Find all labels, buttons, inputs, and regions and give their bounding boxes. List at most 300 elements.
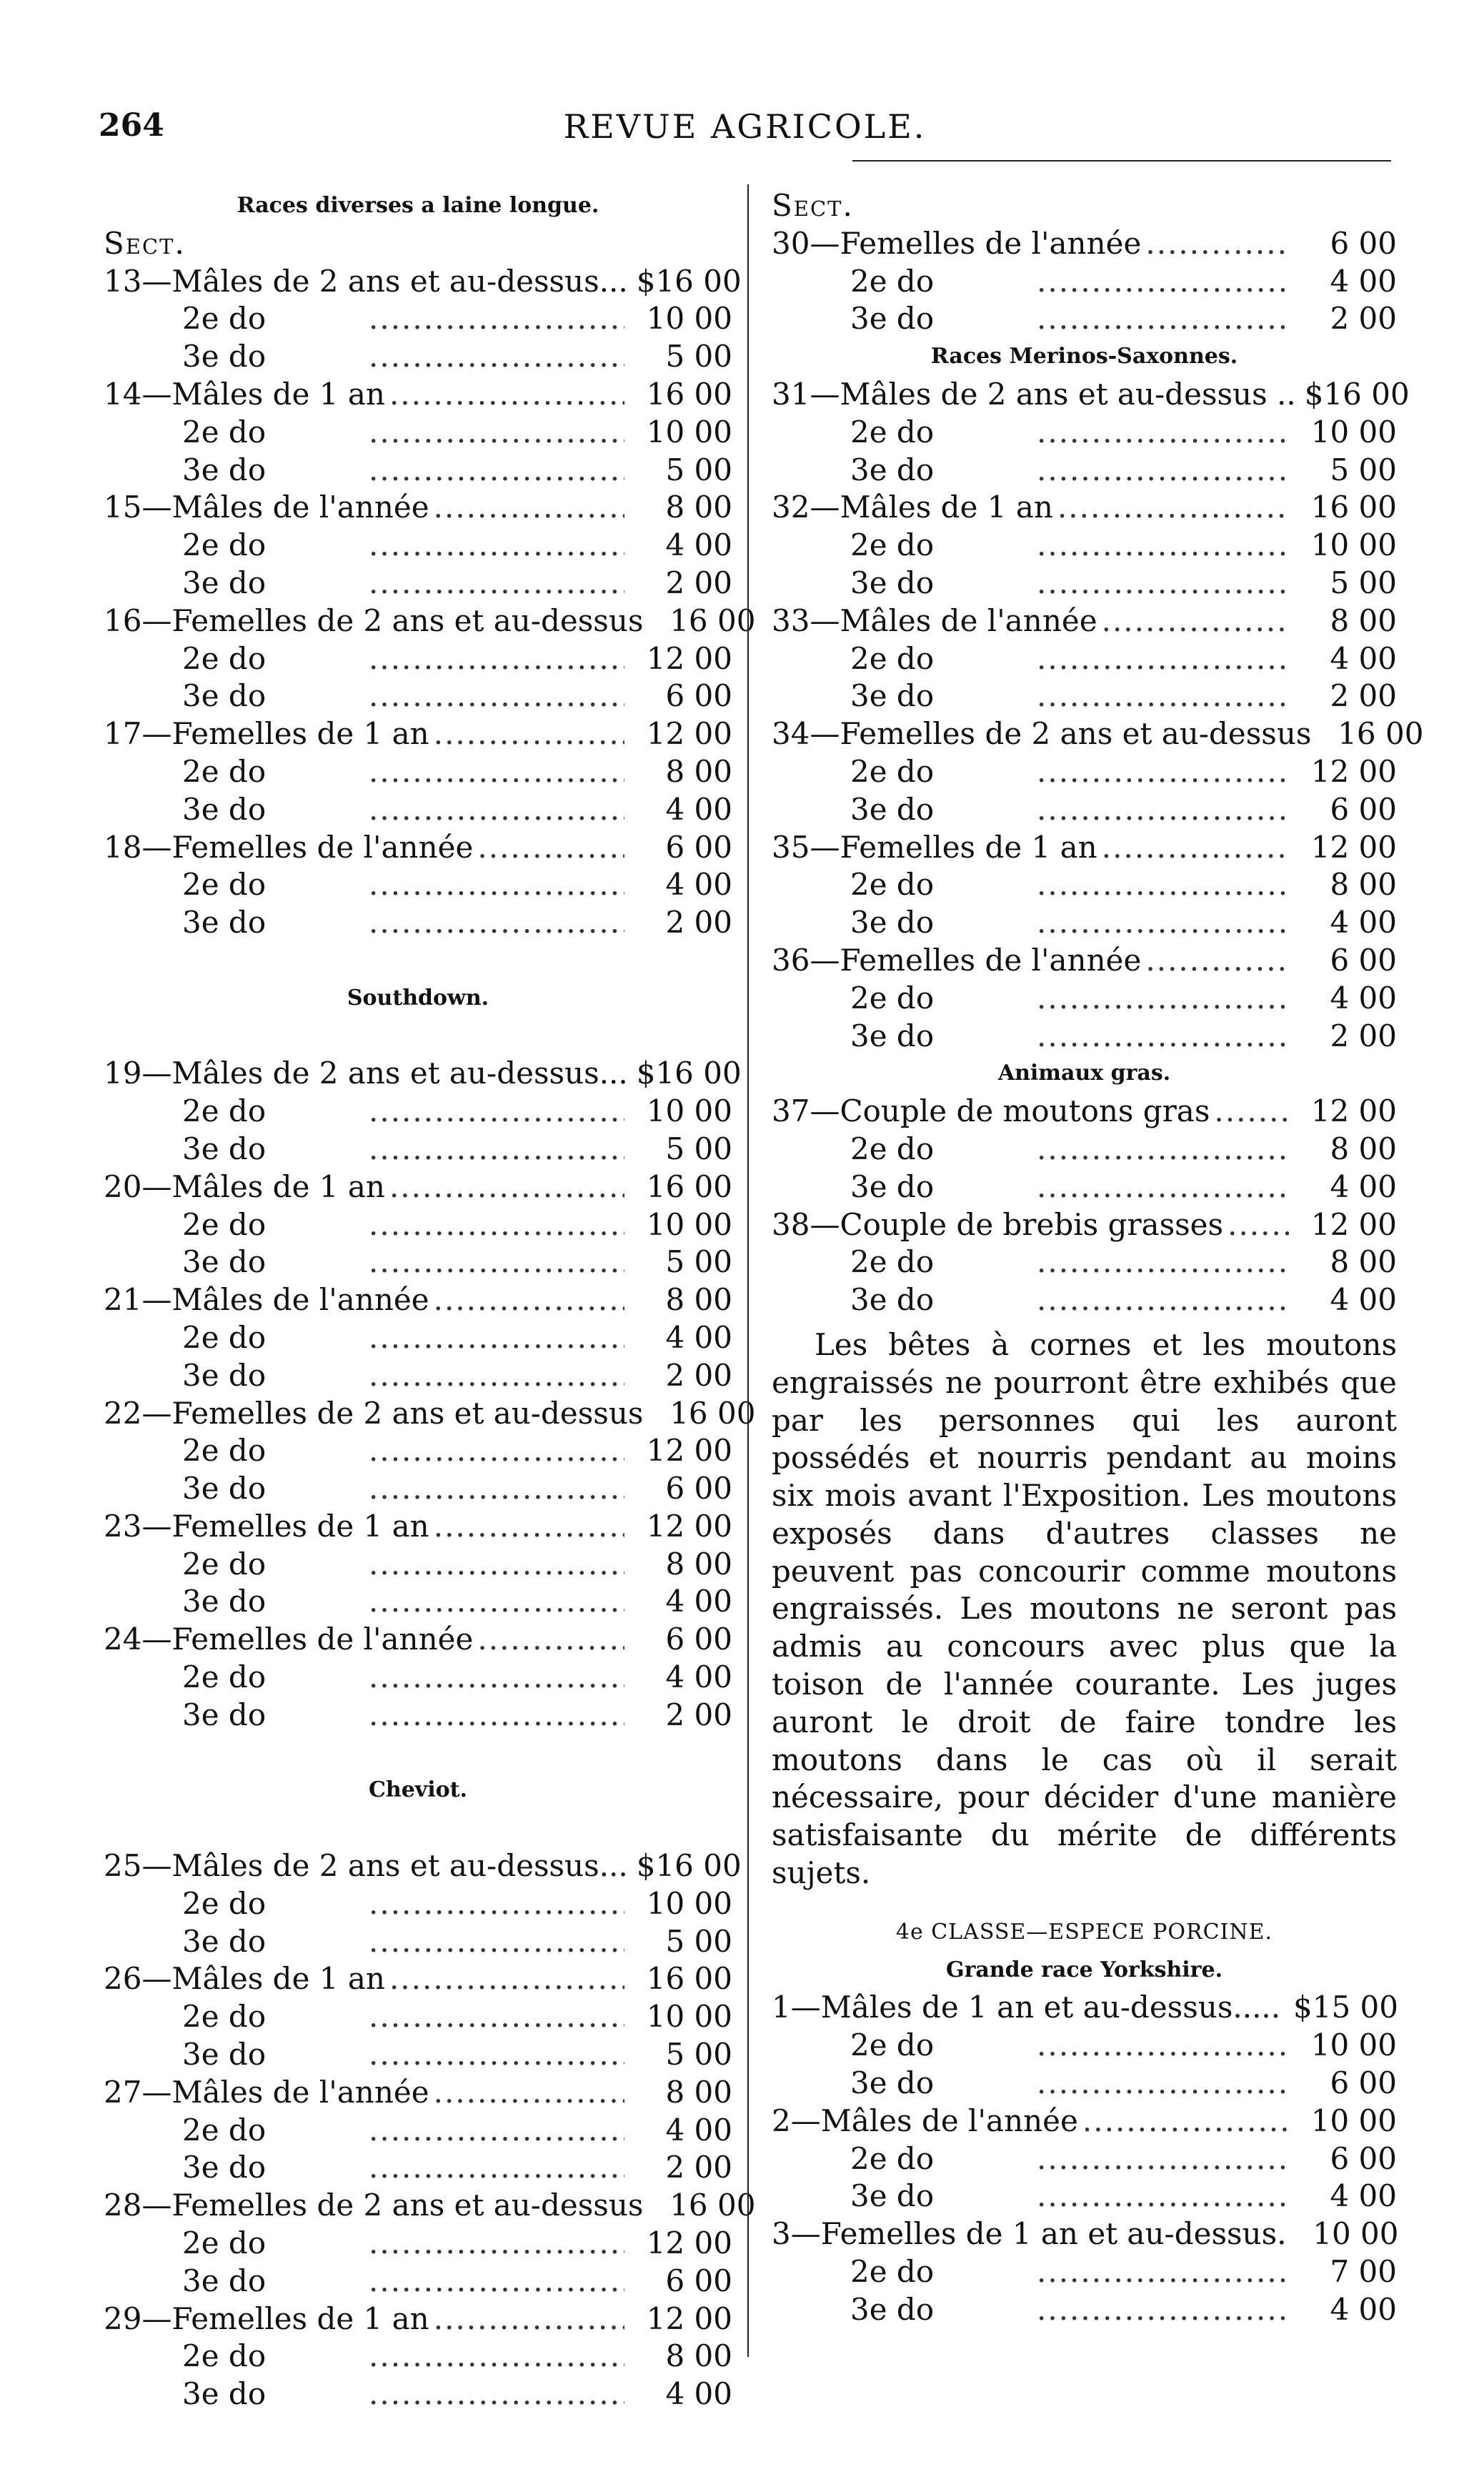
prize-label: 3e do	[850, 791, 935, 827]
prize-amount: 6 00	[665, 829, 732, 865]
prize-label: 37—Couple de moutons gras	[772, 1093, 1210, 1129]
dot-leader	[434, 1281, 624, 1319]
prize-row	[104, 602, 756, 640]
prize-amount: 4 00	[665, 1584, 732, 1619]
prize-label: 3e do	[850, 1168, 935, 1204]
prize-amount: 4 00	[1330, 905, 1397, 940]
prize-label: 3e do	[850, 1018, 935, 1053]
prize-label: 2e do	[182, 2112, 267, 2148]
prize-amount: 4 00	[1330, 263, 1397, 299]
prize-amount: 4 00	[1330, 1168, 1397, 1204]
prize-label: 1—Mâles de 1 an et au-dessus.....	[772, 1990, 1281, 2025]
dot-leader	[369, 1885, 624, 1923]
prize-row	[772, 1093, 1397, 1131]
sect-label: Sect.	[104, 225, 186, 261]
dot-leader	[1037, 791, 1289, 829]
prize-label: 30—Femelles de l'année	[772, 225, 1142, 261]
prize-row	[104, 1998, 732, 2036]
prize-row	[104, 263, 742, 301]
prize-label: 3e do	[182, 1697, 267, 1732]
dot-leader	[1037, 2140, 1289, 2178]
prize-row	[104, 1659, 732, 1697]
dot-leader	[389, 1960, 624, 1998]
prize-row	[104, 2112, 732, 2150]
prize-amount: 16 00	[669, 602, 756, 638]
prize-row	[772, 2253, 1397, 2291]
prize-label: 36—Femelles de l'année	[772, 942, 1142, 978]
dot-leader	[434, 1508, 624, 1546]
prize-label: 33—Mâles de l'année	[772, 602, 1097, 638]
dot-leader	[1145, 942, 1289, 980]
prize-row	[104, 1055, 742, 1093]
dot-leader	[369, 414, 624, 452]
prize-label: 14—Mâles de 1 an	[104, 376, 385, 412]
dot-leader	[369, 2338, 624, 2376]
prize-row	[104, 753, 732, 791]
dot-leader	[369, 1357, 624, 1395]
dot-leader	[369, 2263, 624, 2300]
prize-row	[104, 2074, 732, 2112]
dot-leader	[369, 2036, 624, 2074]
prize-amount: 10 00	[646, 301, 732, 337]
dot-leader	[1037, 414, 1289, 452]
prize-row	[104, 1395, 756, 1433]
prize-label: 3e do	[850, 301, 935, 337]
dot-leader	[1037, 452, 1289, 490]
prize-amount: 8 00	[665, 490, 732, 525]
prize-label: 2e do	[850, 527, 935, 563]
prize-label: 27—Mâles de l'année	[104, 2074, 429, 2110]
prize-row	[772, 904, 1397, 942]
prize-amount: 16 00	[669, 1395, 756, 1431]
prize-row	[104, 452, 732, 490]
prize-label: 2e do	[182, 2225, 267, 2261]
prize-label: 3e do	[182, 1131, 267, 1166]
prize-amount: $16 00	[636, 1056, 742, 1091]
prize-row	[104, 1131, 732, 1168]
dot-leader	[434, 2300, 624, 2338]
dot-leader	[369, 1583, 624, 1621]
prize-row	[772, 2215, 1397, 2253]
prize-label: 31—Mâles de 2 ans et au-dessus ..	[772, 376, 1296, 412]
prize-label: 3e do	[850, 905, 935, 940]
dot-leader	[477, 829, 624, 867]
prize-row	[772, 640, 1397, 678]
prize-row	[104, 1093, 732, 1131]
prize-amount: 12 00	[1310, 1093, 1397, 1129]
prize-amount: 10 00	[1310, 414, 1397, 450]
prize-row	[772, 263, 1397, 301]
prize-amount: 4 00	[1330, 980, 1397, 1016]
dot-leader	[369, 565, 624, 602]
prize-amount: 5 00	[665, 2037, 732, 2073]
prize-row	[104, 414, 732, 452]
prize-amount: 16 00	[646, 1168, 732, 1204]
prize-label: 3e do	[182, 1923, 267, 1959]
dot-leader	[369, 1093, 624, 1131]
prize-label: 2e do	[850, 1131, 935, 1166]
dot-leader	[369, 677, 624, 715]
prize-amount: 2 00	[665, 565, 732, 600]
prize-row	[772, 452, 1397, 490]
prize-amount: 10 00	[1310, 2103, 1397, 2138]
prize-amount: $15 00	[1293, 1990, 1398, 2025]
prize-row	[772, 1244, 1397, 1281]
dot-leader	[434, 2074, 624, 2112]
prize-label: 3e do	[850, 1282, 935, 1318]
prize-row	[772, 602, 1397, 640]
dot-leader	[369, 300, 624, 338]
prize-amount: 8 00	[1330, 867, 1397, 903]
prize-label: 2e do	[182, 867, 267, 903]
prize-row	[772, 791, 1397, 829]
prize-row	[104, 715, 732, 753]
prize-label: 15—Mâles de l'année	[104, 490, 429, 525]
dot-leader	[369, 1546, 624, 1584]
prize-row	[104, 1470, 732, 1508]
prize-label: 2e do	[850, 753, 935, 789]
prize-label: 2e do	[850, 414, 935, 450]
prize-amount: 16 00	[1310, 490, 1397, 525]
prize-amount: 16 00	[646, 376, 732, 412]
prize-row	[104, 489, 732, 527]
prize-amount: 4 00	[665, 867, 732, 903]
right-column	[772, 187, 1424, 2329]
dot-leader	[1082, 2103, 1289, 2140]
dot-leader	[1037, 300, 1289, 338]
rules-paragraph: Les bêtes à cornes et les moutons engraissés ne pourront être exhibés que par les personnes qui les auront possédés et nourris pendant au moins six mois avant l'Exposition. Les moutons exposés dans d'autres classes ne peuvent pas concourir comme moutons engraissés. Les moutons ne seront pas admis au concours avec plus que la toison de l'année courante. Les juges auront le droit de faire tondre les moutons dans le cas où il serait nécessaire, pour décider d'une manière satisfaisante du mérite de différents sujets.	[772, 1326, 1397, 1891]
prize-label: 3e do	[182, 1471, 267, 1506]
dot-leader	[369, 1998, 624, 2036]
dot-leader	[1037, 565, 1289, 602]
prize-label: 2e do	[850, 1244, 935, 1280]
prize-row	[104, 1621, 732, 1659]
prize-row	[772, 677, 1397, 715]
prize-row	[104, 376, 732, 414]
prize-row	[772, 225, 1397, 263]
sect-label: Sect.	[772, 188, 854, 223]
dot-leader	[369, 527, 624, 565]
dot-leader	[434, 489, 624, 527]
prize-label: 21—Mâles de l'année	[104, 1282, 429, 1318]
prize-amount: 4 00	[1330, 1282, 1397, 1318]
prize-amount: 10 00	[1313, 2216, 1399, 2252]
dot-leader	[369, 791, 624, 829]
prize-amount: 6 00	[1330, 791, 1397, 827]
prize-label: 2e do	[182, 1999, 267, 2035]
prize-label: 2e do	[182, 640, 267, 676]
prize-label: 2e do	[182, 1659, 267, 1695]
prize-label: 3e do	[850, 2178, 935, 2214]
dot-leader	[1214, 1093, 1289, 1131]
prize-amount: 5 00	[665, 339, 732, 374]
prize-amount: 8 00	[665, 2074, 732, 2110]
spacer	[104, 1810, 732, 1847]
dot-leader	[1227, 1206, 1289, 1244]
header-rule	[852, 160, 1391, 162]
prize-amount: 6 00	[1330, 2140, 1397, 2176]
dot-leader	[369, 1131, 624, 1168]
dot-leader	[434, 715, 624, 753]
prize-row	[104, 1206, 732, 1244]
prize-amount: 10 00	[646, 1885, 732, 1921]
dot-leader	[1037, 753, 1289, 791]
prize-amount: 12 00	[1310, 1206, 1397, 1242]
prize-amount: 5 00	[665, 1923, 732, 1959]
prize-amount: 8 00	[1330, 602, 1397, 638]
prize-label: 2e do	[182, 2338, 267, 2374]
prize-row	[772, 414, 1397, 452]
prize-label: 2e do	[182, 1885, 267, 1921]
prize-amount: 5 00	[665, 452, 732, 487]
prize-amount: 4 00	[665, 2376, 732, 2412]
dot-leader	[1102, 829, 1289, 867]
prize-row	[772, 866, 1397, 904]
prize-label: 2e do	[850, 2254, 935, 2290]
prize-amount: 6 00	[1330, 942, 1397, 978]
prize-label: 19—Mâles de 2 ans et au-dessus...	[104, 1056, 628, 1091]
prize-amount: 10 00	[646, 1093, 732, 1129]
class-heading: 4e CLASSE—ESPECE PORCINE.	[895, 1919, 1273, 1945]
prize-amount: 4 00	[1330, 640, 1397, 676]
prize-label: 3e do	[182, 565, 267, 600]
prize-row	[772, 376, 1410, 414]
spacer	[104, 942, 732, 980]
dot-leader	[369, 904, 624, 942]
prize-amount: 8 00	[665, 1546, 732, 1582]
prize-amount: $16 00	[636, 1848, 742, 1884]
prize-amount: $16 00	[1304, 376, 1410, 412]
prize-row	[104, 1923, 732, 1961]
prize-row	[772, 527, 1397, 565]
prize-amount: 6 00	[1330, 2065, 1397, 2101]
prize-row	[104, 2225, 732, 2263]
prize-row	[772, 829, 1397, 867]
prize-amount: 12 00	[646, 2225, 732, 2261]
dot-leader	[1037, 2291, 1289, 2329]
prize-label: 3e do	[182, 339, 267, 374]
dot-leader	[369, 338, 624, 376]
prize-amount: 12 00	[646, 1508, 732, 1544]
prize-label: 3e do	[182, 2150, 267, 2185]
prize-amount: 2 00	[665, 1357, 732, 1393]
prize-row	[104, 2338, 732, 2376]
prize-row	[772, 980, 1397, 1018]
prize-amount: 4 00	[665, 2112, 732, 2148]
prize-amount: 4 00	[1330, 2178, 1397, 2214]
prize-amount: 6 00	[665, 2263, 732, 2298]
prize-label: 3e do	[182, 2376, 267, 2412]
prize-row	[104, 1432, 732, 1470]
prize-row	[104, 2376, 732, 2413]
page-header	[99, 107, 1391, 157]
prize-amount: 10 00	[1310, 2027, 1397, 2063]
prize-row	[104, 1546, 732, 1584]
prize-label: 3e do	[182, 1357, 267, 1393]
prize-amount: 12 00	[646, 640, 732, 676]
prize-label: 35—Femelles de 1 an	[772, 829, 1097, 865]
prize-row	[104, 1960, 732, 1998]
prize-amount: 12 00	[646, 716, 732, 752]
prize-label: 34—Femelles de 2 ans et au-dessus	[772, 716, 1312, 752]
page-number: 264	[99, 107, 164, 144]
prize-row	[104, 2149, 732, 2187]
prize-label: 3—Femelles de 1 an et au-dessus.	[772, 2216, 1287, 2252]
prize-label: 24—Femelles de l'année	[104, 1622, 474, 1657]
dot-leader	[1037, 904, 1289, 942]
prize-label: 2e do	[182, 1433, 267, 1469]
prize-amount: 10 00	[1310, 527, 1397, 563]
prize-row	[772, 2027, 1397, 2065]
prize-label: 2e do	[182, 1546, 267, 1582]
prize-row	[104, 1885, 732, 1923]
prize-amount: 2 00	[665, 2150, 732, 2185]
prize-label: 2e do	[182, 414, 267, 450]
dot-leader	[1037, 2253, 1289, 2291]
section-heading: Races diverses a laine longue.	[236, 193, 599, 218]
prize-label: 2e do	[182, 301, 267, 337]
dot-leader	[1037, 527, 1289, 565]
prize-row	[104, 640, 732, 678]
section-heading: Southdown.	[347, 985, 489, 1011]
prize-label: 3e do	[182, 452, 267, 487]
prize-row	[104, 866, 732, 904]
prize-amount: 16 00	[1338, 716, 1424, 752]
prize-amount: 2 00	[1330, 301, 1397, 337]
prize-amount: 5 00	[665, 1131, 732, 1166]
left-column	[104, 187, 756, 2413]
prize-label: 2e do	[850, 2140, 935, 2176]
prize-amount: 5 00	[1330, 452, 1397, 487]
prize-row	[104, 565, 732, 602]
prize-row	[104, 829, 732, 867]
prize-row	[772, 1281, 1397, 1319]
prize-row	[104, 300, 732, 338]
prize-amount: 4 00	[665, 1319, 732, 1355]
prize-label: 2e do	[850, 867, 935, 903]
dot-leader	[1037, 263, 1289, 301]
prize-label: 3e do	[182, 905, 267, 940]
section-heading: Races Merinos-Saxonnes.	[930, 344, 1238, 369]
prize-label: 2—Mâles de l'année	[772, 2103, 1078, 2138]
prize-label: 23—Femelles de 1 an	[104, 1508, 429, 1544]
prize-amount: 6 00	[665, 678, 732, 714]
prize-row	[104, 1508, 732, 1546]
prize-amount: 10 00	[646, 414, 732, 450]
prize-amount: 12 00	[1310, 829, 1397, 865]
prize-label: 2e do	[182, 1319, 267, 1355]
prize-row	[772, 2103, 1397, 2140]
prize-amount: 4 00	[1330, 2291, 1397, 2327]
prize-amount: 5 00	[1330, 565, 1397, 600]
prize-label: 3e do	[182, 2263, 267, 2298]
prize-amount: 2 00	[1330, 1018, 1397, 1053]
prize-row	[104, 527, 732, 565]
prize-amount: 12 00	[646, 1433, 732, 1469]
sub-heading: Grande race Yorkshire.	[945, 1957, 1223, 1982]
prize-row	[104, 2300, 732, 2338]
dot-leader	[1037, 1281, 1289, 1319]
prize-row	[104, 1847, 742, 1885]
prize-label: 3e do	[850, 2065, 935, 2101]
prize-amount: 4 00	[665, 1659, 732, 1695]
prize-amount: 8 00	[665, 753, 732, 789]
prize-row	[772, 2065, 1397, 2103]
dot-leader	[389, 1168, 624, 1206]
dot-leader	[389, 376, 624, 414]
prize-amount: 8 00	[665, 2338, 732, 2374]
prize-row	[772, 489, 1397, 527]
prize-row	[772, 2291, 1397, 2329]
prize-row	[772, 1018, 1397, 1056]
prize-label: 3e do	[850, 565, 935, 600]
prize-amount: 12 00	[1310, 753, 1397, 789]
dot-leader	[369, 1206, 624, 1244]
column-divider	[747, 184, 749, 2357]
dot-leader	[1037, 2178, 1289, 2215]
prize-amount: 10 00	[646, 1206, 732, 1242]
dot-leader	[369, 1432, 624, 1470]
prize-row	[772, 2140, 1397, 2178]
spacer	[104, 1018, 732, 1056]
prize-amount: 16 00	[669, 2188, 756, 2223]
prize-label: 16—Femelles de 2 ans et au-dessus	[104, 602, 644, 638]
prize-row	[104, 677, 732, 715]
prize-label: 2e do	[850, 2027, 935, 2063]
prize-row	[104, 2036, 732, 2074]
dot-leader	[1037, 980, 1289, 1018]
dot-leader	[369, 1697, 624, 1734]
dot-leader	[369, 2112, 624, 2150]
prize-label: 2e do	[182, 753, 267, 789]
prize-amount: 6 00	[665, 1471, 732, 1506]
prize-amount: 6 00	[1330, 225, 1397, 261]
prize-row	[772, 715, 1424, 753]
prize-label: 2e do	[182, 527, 267, 563]
prize-label: 38—Couple de brebis grasses	[772, 1206, 1224, 1242]
prize-row	[772, 1989, 1397, 2027]
prize-row	[772, 1168, 1397, 1206]
dot-leader	[369, 1923, 624, 1961]
prize-row	[104, 791, 732, 829]
prize-label: 3e do	[182, 678, 267, 714]
prize-label: 17—Femelles de 1 an	[104, 716, 429, 752]
section-heading: Animaux gras.	[997, 1061, 1171, 1086]
dot-leader	[1037, 1018, 1289, 1056]
prize-row	[772, 753, 1397, 791]
dot-leader	[369, 1319, 624, 1357]
prize-amount: 5 00	[665, 1244, 732, 1280]
prize-label: 3e do	[850, 2291, 935, 2327]
prize-label: 2e do	[182, 1093, 267, 1129]
prize-row	[104, 338, 732, 376]
dot-leader	[369, 2149, 624, 2187]
prize-amount: 2 00	[665, 905, 732, 940]
prize-row	[104, 2187, 756, 2225]
dot-leader	[369, 866, 624, 904]
prize-row	[104, 1281, 732, 1319]
prize-row	[104, 1697, 732, 1734]
prize-row	[104, 2263, 732, 2300]
prize-amount: 6 00	[665, 1622, 732, 1657]
prize-amount: 4 00	[665, 527, 732, 563]
prize-row	[772, 942, 1397, 980]
prize-label: 18—Femelles de l'année	[104, 829, 474, 865]
prize-label: 2e do	[182, 1206, 267, 1242]
prize-label: 2e do	[850, 980, 935, 1016]
dot-leader	[1102, 602, 1289, 640]
dot-leader	[1057, 489, 1289, 527]
